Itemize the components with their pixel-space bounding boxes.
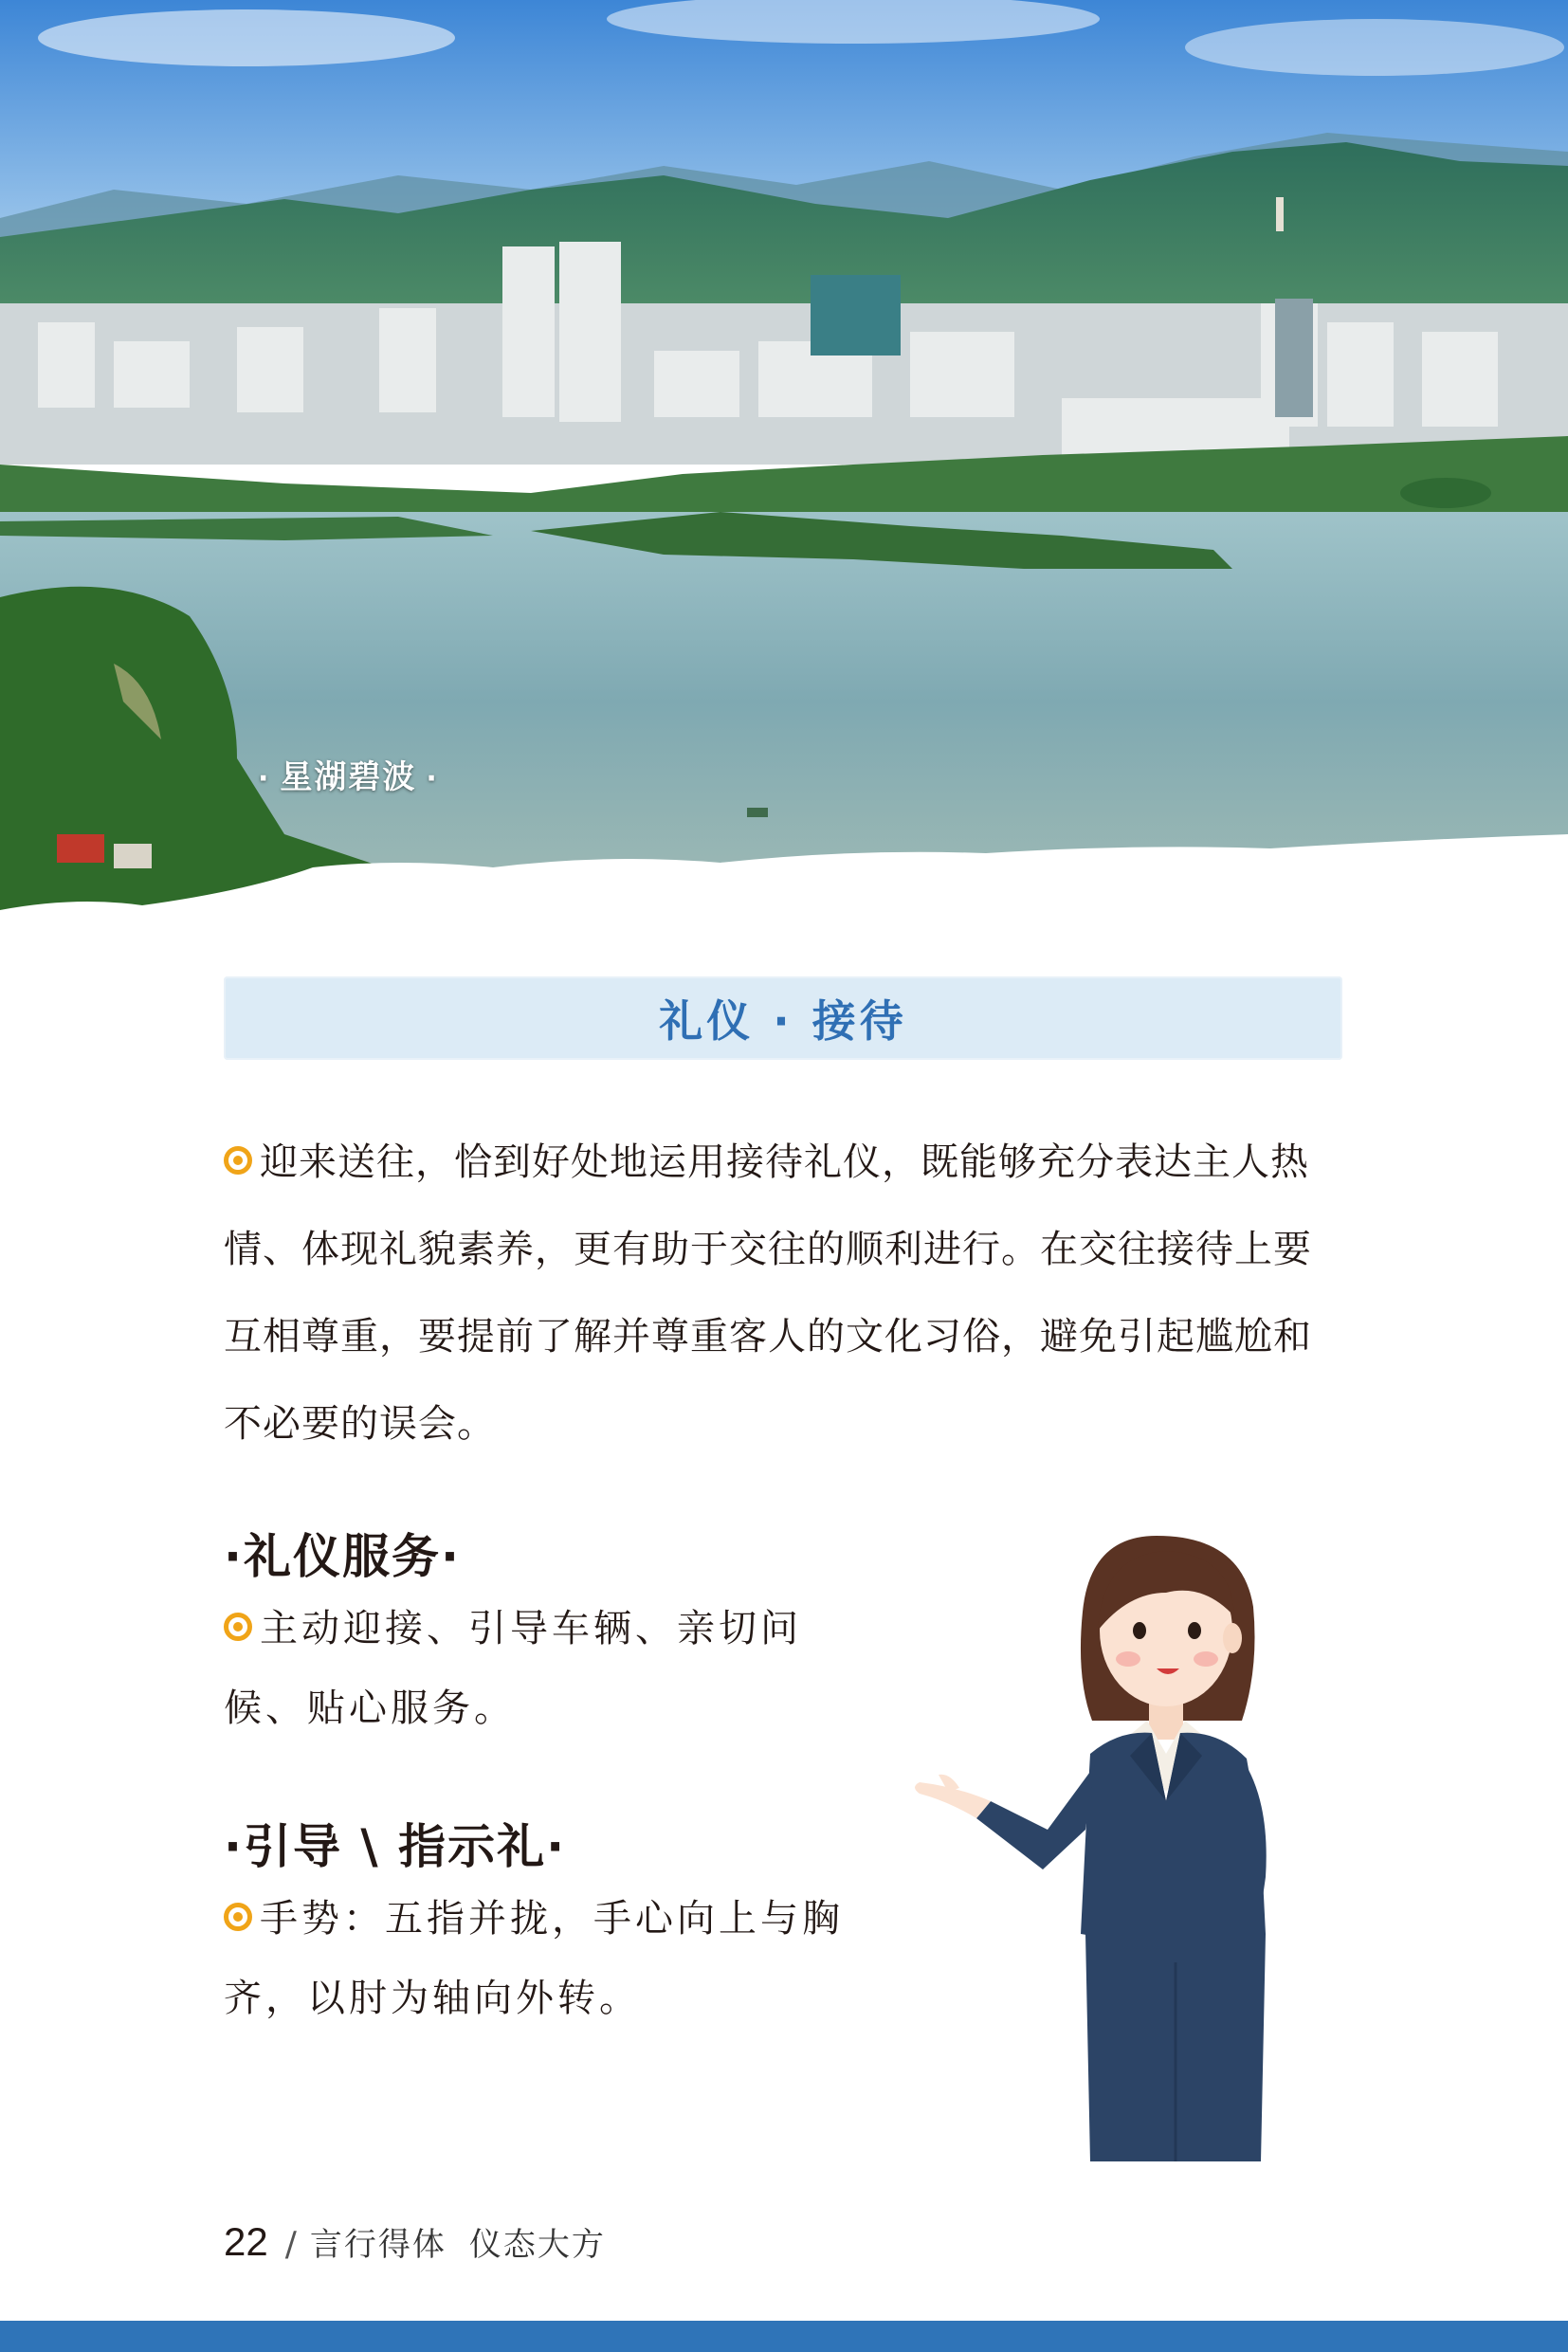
section-banner xyxy=(224,976,1342,1060)
page-footer xyxy=(224,2218,606,2265)
intro-paragraph xyxy=(224,1119,1342,1468)
section-title-guide: ·引导 \ 指示礼· xyxy=(224,1819,567,1874)
hero-caption xyxy=(248,751,448,797)
section-text-guide-body: 手势：五指并拢，手心向上与胸齐，以肘为轴向外转。 xyxy=(224,1897,844,2020)
bottom-color-bar xyxy=(0,2321,1568,2352)
intro-text: 迎来送往，恰到好处地运用接待礼仪，既能够充分表达主人热情、体现礼貌素养，更有助于交往的顺利进行。在交往接待上要互相尊重，要提前了解并尊重客人的文化习俗，避免引起尴尬和不必要的误会。 xyxy=(224,1140,1312,1446)
page-number: 22 xyxy=(224,2219,268,2264)
double-circle-bullet-icon xyxy=(224,1613,252,1641)
caption-dot-left: · xyxy=(258,762,271,795)
caption-dot-right: · xyxy=(426,762,439,795)
hero-photo xyxy=(0,0,1568,957)
woman-gesturing-icon xyxy=(882,1517,1346,2161)
lake-city-illustration xyxy=(0,0,1568,957)
caption-text: 星湖碧波 xyxy=(280,758,417,796)
footer-separator: / xyxy=(284,2225,297,2264)
double-circle-bullet-icon xyxy=(224,1903,252,1931)
receptionist-illustration xyxy=(882,1517,1346,2161)
footer-book-title-1: 言行得体 xyxy=(309,2226,447,2264)
section-title-service: ·礼仪服务· xyxy=(224,1529,461,1584)
footer-book-title-2: 仪态大方 xyxy=(468,2226,606,2264)
banner-title: 礼仪 · 接待 xyxy=(659,995,907,1047)
section-text-service xyxy=(224,1589,878,1748)
section-text-guide xyxy=(224,1879,878,2038)
section-text-service-body: 主动迎接、引导车辆、亲切问候、贴心服务。 xyxy=(224,1607,802,1730)
double-circle-bullet-icon xyxy=(224,1146,252,1175)
